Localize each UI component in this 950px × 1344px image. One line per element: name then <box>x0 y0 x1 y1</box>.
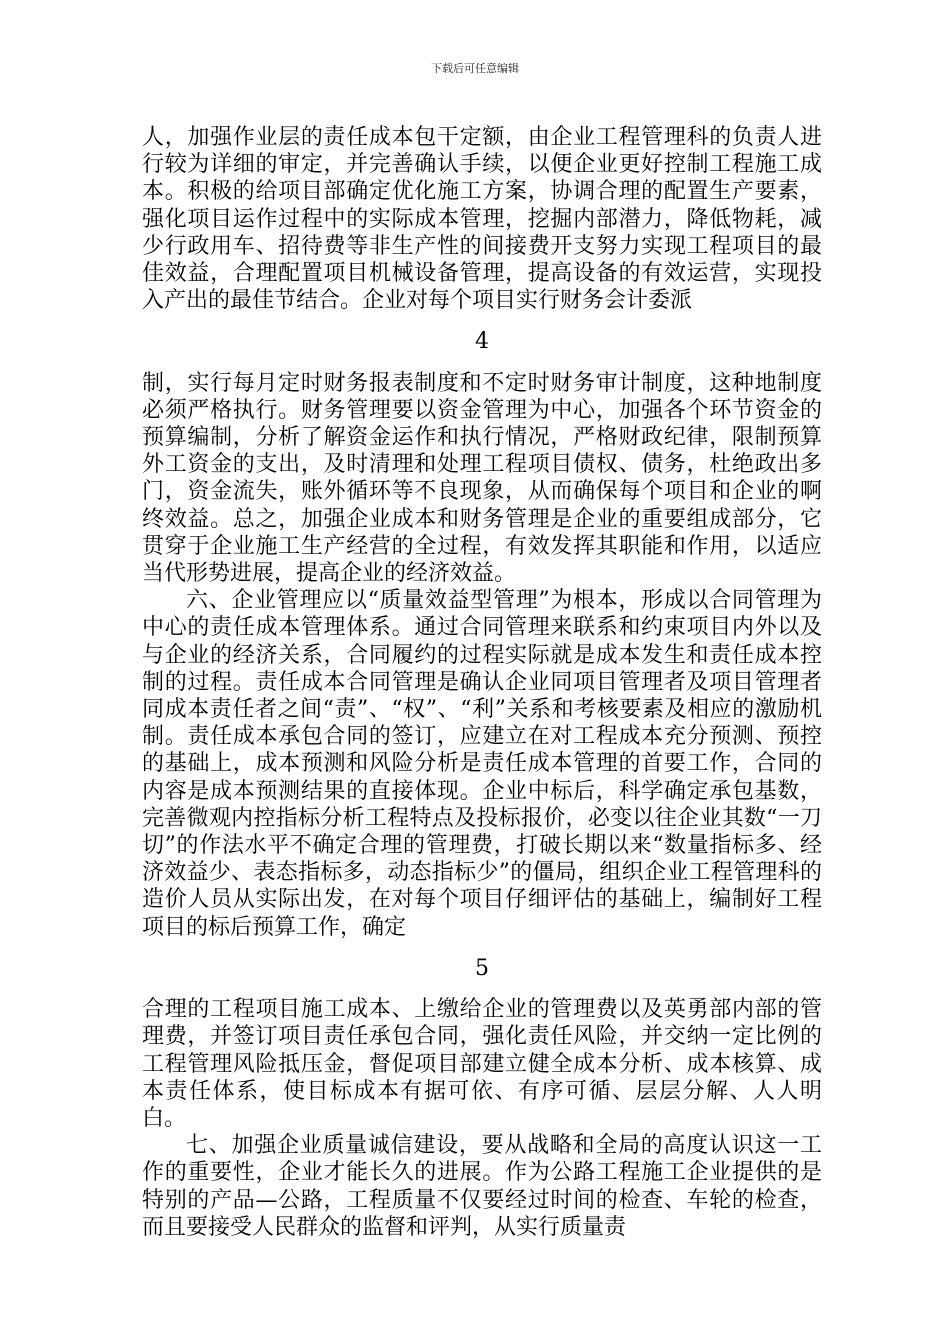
paragraph-project-contract: 合理的工程项目施工成本、上缴给企业的管理费以及英勇部内部的管理费，并签订项目责任承包合同，强化责任风险，并交纳一定比例的工程管理风险抵压金，督促项目部建立健全成本分析、成本核算、成本责任体系，使目标成本有据可依、有序可循、层层分解、人人明白。 <box>142 997 822 1131</box>
paragraph-financial-management: 制，实行每月定时财务报表制度和不定时财务审计制度，这种地制度必须严格执行。财务管理要以资金管理为中心，加强各个环节资金的预算编制，分析了解资金运作和执行情况，严格财政纪律，限制预算外工资金的支出，及时清理和处理工程项目债权、债务，杜绝政出多门，资金流失，账外循环等不良现象，从而确保每个项目和企业的啊终效益。总之，加强企业成本和财务管理是企业的重要组成部分，它贯穿于企业施工生产经营的全过程，有效发挥其职能和作用，以适应当代形势进展，提高企业的经济效益。 <box>142 370 822 587</box>
page-header: 下载后可任意编辑 <box>431 62 519 75</box>
paragraph-cost-control: 人，加强作业层的责任成本包干定额，由企业工程管理科的负责人进行较为详细的审定，并完善确认手续，以便企业更好控制工程施工成本。积极的给项目部确定优化施工方案，协调合理的配置生产要素，强化项目运作过程中的实际成本管理，挖掘内部潜力，降低物耗，减少行政用车、招待费等非生产性的间接费开支努力实现工程项目的最佳效益，合理配置项目机械设备管理，提高设备的有效运营，实现投入产出的最佳节结合。企业对每个项目实行财务会计委派 <box>142 125 822 314</box>
paragraph-section-six: 六、企业管理应以“质量效益型管理”为根本，形成以合同管理为中心的责任成本管理体系。通过合同管理来联系和约束项目内外以及与企业的经济关系，合同履约的过程实际就是成本发生和责任成本控制的过程。责任成本合同管理是确认企业同项目管理者及项目管理者同成本责任者之间“责”、“权”、“利”关系和考核要素及相应的激励机制。责任成本承包合同的签订，应建立在对工程成本充分预测、预控的基础上，成本预测和风险分析是责任成本管理的首要工作，合同的内容是成本预测结果的直接体现。企业中标后，科学确定承包基数，完善微观内控指标分析工程特点及投标报价，必变以往企业其数“一刀切”的作法水平不确定合理的管理费，打破长期以来“数量指标多、经济效益少、表态指标多，动态指标少”的僵局，组织企业工程管理科的造价人员从实际出发，在对每个项目仔细评估的基础上，编制好工程项目的标后预算工作，确定 <box>142 588 822 940</box>
paragraph-section-seven: 七、加强企业质量诚信建设，要从战略和全局的高度认识这一工作的重要性，企业才能长久的进展。作为公路工程施工企业提供的是特别的产品—公路，工程质量不仅要经过时间的检查、车轮的检查，而且要接受人民群众的监督和评判，从实行质量责 <box>142 1133 822 1240</box>
page-number-4: 4 <box>475 329 489 355</box>
document-body <box>142 124 822 1241</box>
page-number-5: 5 <box>475 955 489 981</box>
